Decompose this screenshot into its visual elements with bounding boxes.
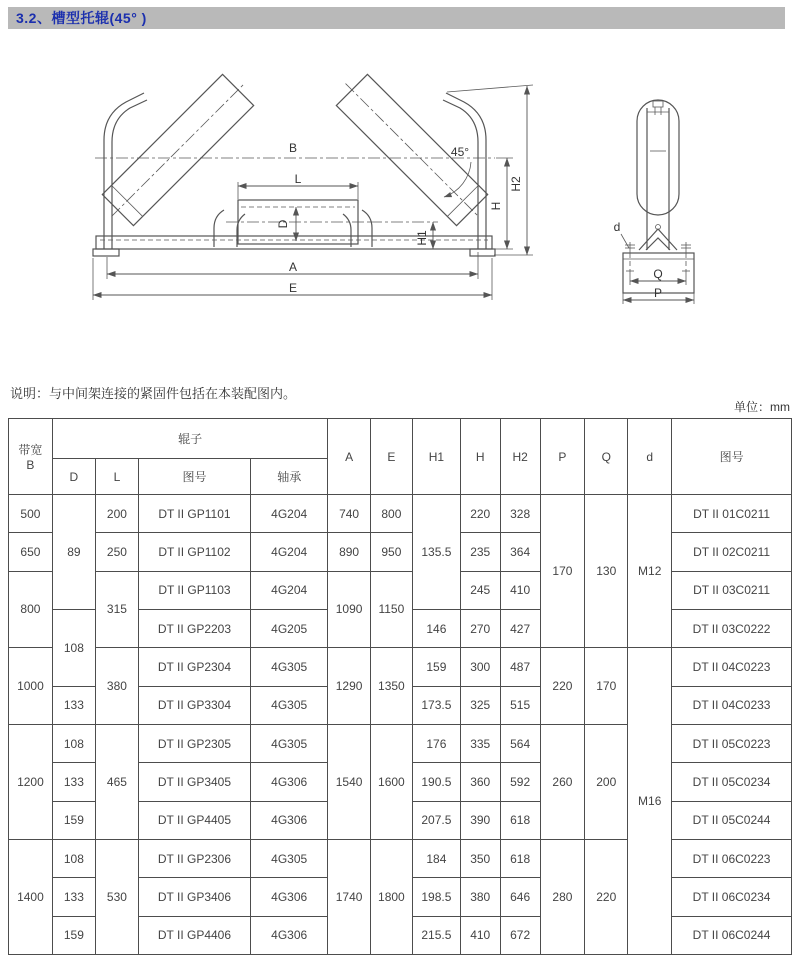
spec-table (8, 418, 792, 955)
cell-P: 220 (540, 648, 585, 725)
header-roller-group: 辊子 (52, 419, 328, 459)
cell-H: 325 (460, 686, 500, 724)
header-bandwidth-line2: B (26, 458, 35, 472)
cell-H2: 646 (500, 878, 540, 916)
cell-roller-no: DT II GP2304 (138, 648, 250, 686)
dim-label-A: A (288, 260, 298, 274)
cell-D: 108 (52, 839, 95, 877)
cell-D: 133 (52, 878, 95, 916)
cell-Q: 220 (585, 839, 628, 954)
cell-E: 1150 (370, 571, 412, 648)
cell-H2: 410 (500, 571, 540, 609)
cell-drawing-no: DT II 05C0223 (672, 724, 792, 762)
cell-bearing: 4G306 (250, 878, 328, 916)
cell-H1: 146 (413, 609, 461, 647)
header-L: L (95, 459, 138, 495)
header-H1: H1 (413, 419, 461, 495)
cell-P: 260 (540, 724, 585, 839)
cell-A: 1540 (328, 724, 370, 839)
cell-D: 133 (52, 763, 95, 801)
cell-H1: 135.5 (413, 495, 461, 610)
cell-H1: 159 (413, 648, 461, 686)
cell-P: 280 (540, 839, 585, 954)
cell-bearing: 4G204 (250, 533, 328, 571)
section-title: 3.2、槽型托辊(45° ) (16, 10, 147, 26)
cell-H: 360 (460, 763, 500, 801)
cell-A: 1740 (328, 839, 370, 954)
dim-label-E: E (288, 281, 298, 295)
cell-d: M16 (628, 648, 672, 955)
header-d: d (628, 419, 672, 495)
cell-drawing-no: DT II 02C0211 (672, 533, 792, 571)
dim-label-H1: H1 (415, 230, 429, 246)
cell-H1: 176 (413, 724, 461, 762)
cell-L: 465 (95, 724, 138, 839)
cell-bearing: 4G305 (250, 724, 328, 762)
cell-H: 335 (460, 724, 500, 762)
header-bearing: 轴承 (250, 459, 328, 495)
cell-H1: 215.5 (413, 916, 461, 954)
dim-label-L: L (294, 172, 302, 186)
cell-D: 133 (52, 686, 95, 724)
cell-drawing-no: DT II 01C0211 (672, 495, 792, 533)
cell-drawing-no: DT II 06C0223 (672, 839, 792, 877)
cell-bandwidth: 1400 (9, 839, 53, 954)
header-D: D (52, 459, 95, 495)
header-P: P (540, 419, 585, 495)
cell-drawing-no: DT II 05C0244 (672, 801, 792, 839)
cell-L: 530 (95, 839, 138, 954)
cell-H: 220 (460, 495, 500, 533)
dim-label-D: D (276, 219, 290, 229)
cell-bearing: 4G306 (250, 916, 328, 954)
cell-D: 159 (52, 916, 95, 954)
cell-L: 380 (95, 648, 138, 725)
dim-label-P: P (653, 286, 663, 300)
header-H2: H2 (500, 419, 540, 495)
cell-roller-no: DT II GP2203 (138, 609, 250, 647)
table-row (9, 648, 792, 686)
side-view (614, 100, 694, 304)
cell-H1: 198.5 (413, 878, 461, 916)
cell-H: 245 (460, 571, 500, 609)
cell-drawing-no: DT II 04C0233 (672, 686, 792, 724)
cell-H2: 672 (500, 916, 540, 954)
assembly-note: 说明：与中间架连接的紧固件包括在本装配图内。 (10, 386, 297, 401)
cell-H2: 592 (500, 763, 540, 801)
header-bandwidth-line1: 带宽 (18, 443, 43, 457)
cell-bearing: 4G204 (250, 495, 328, 533)
cell-H2: 618 (500, 839, 540, 877)
header-H: H (460, 419, 500, 495)
cell-bearing: 4G305 (250, 648, 328, 686)
cell-A: 740 (328, 495, 370, 533)
cell-H: 410 (460, 916, 500, 954)
cell-D: 89 (52, 495, 95, 610)
cell-bandwidth: 650 (9, 533, 53, 571)
dim-label-H2: H2 (509, 176, 523, 192)
cell-bearing: 4G305 (250, 686, 328, 724)
cell-H2: 487 (500, 648, 540, 686)
cell-H: 390 (460, 801, 500, 839)
cell-E: 1800 (370, 839, 412, 954)
dim-label-Q: Q (653, 267, 663, 281)
cell-roller-no: DT II GP1102 (138, 533, 250, 571)
front-view (93, 68, 533, 300)
header-roller-drawing-no: 图号 (138, 459, 250, 495)
cell-A: 1290 (328, 648, 370, 725)
cell-roller-no: DT II GP3406 (138, 878, 250, 916)
cell-H1: 190.5 (413, 763, 461, 801)
cell-H2: 427 (500, 609, 540, 647)
table-row (9, 533, 792, 571)
cell-D: 159 (52, 801, 95, 839)
unit-label: 单位：mm (734, 400, 790, 414)
cell-drawing-no: DT II 04C0223 (672, 648, 792, 686)
cell-roller-no: DT II GP2306 (138, 839, 250, 877)
header-A: A (328, 419, 370, 495)
cell-bearing: 4G306 (250, 801, 328, 839)
cell-L: 200 (95, 495, 138, 533)
cell-H2: 364 (500, 533, 540, 571)
cell-H: 300 (460, 648, 500, 686)
header-Q: Q (585, 419, 628, 495)
cell-H1: 173.5 (413, 686, 461, 724)
cell-E: 800 (370, 495, 412, 533)
cell-Q: 130 (585, 495, 628, 648)
cell-roller-no: DT II GP4406 (138, 916, 250, 954)
cell-A: 1090 (328, 571, 370, 648)
cell-L: 315 (95, 571, 138, 648)
cell-H1: 184 (413, 839, 461, 877)
cell-bandwidth: 1200 (9, 724, 53, 839)
cell-D: 108 (52, 724, 95, 762)
dim-label-angle: 45° (450, 145, 470, 159)
header-bandwidth (9, 419, 53, 495)
cell-H2: 618 (500, 801, 540, 839)
dim-label-H: H (489, 201, 503, 211)
section-title-bar (8, 7, 785, 29)
cell-L: 250 (95, 533, 138, 571)
cell-bearing: 4G205 (250, 609, 328, 647)
cell-H2: 564 (500, 724, 540, 762)
cell-drawing-no: DT II 06C0244 (672, 916, 792, 954)
cell-E: 1600 (370, 724, 412, 839)
table-row (9, 495, 792, 533)
cell-Q: 200 (585, 724, 628, 839)
cell-H2: 328 (500, 495, 540, 533)
cell-bandwidth: 500 (9, 495, 53, 533)
cell-bandwidth: 800 (9, 571, 53, 648)
header-drawing-no: 图号 (672, 419, 792, 495)
header-E: E (370, 419, 412, 495)
cell-roller-no: DT II GP2305 (138, 724, 250, 762)
cell-Q: 170 (585, 648, 628, 725)
cell-drawing-no: DT II 03C0222 (672, 609, 792, 647)
cell-H: 380 (460, 878, 500, 916)
cell-roller-no: DT II GP3405 (138, 763, 250, 801)
cell-drawing-no: DT II 05C0234 (672, 763, 792, 801)
cell-E: 950 (370, 533, 412, 571)
cell-H1: 207.5 (413, 801, 461, 839)
table-row (9, 571, 792, 609)
cell-bearing: 4G306 (250, 763, 328, 801)
cell-bearing: 4G305 (250, 839, 328, 877)
cell-drawing-no: DT II 03C0211 (672, 571, 792, 609)
cell-H: 350 (460, 839, 500, 877)
cell-A: 890 (328, 533, 370, 571)
cell-H2: 515 (500, 686, 540, 724)
cell-bearing: 4G204 (250, 571, 328, 609)
table-row (9, 724, 792, 762)
cell-roller-no: DT II GP1103 (138, 571, 250, 609)
cell-bandwidth: 1000 (9, 648, 53, 725)
cell-H: 235 (460, 533, 500, 571)
cell-roller-no: DT II GP4405 (138, 801, 250, 839)
cell-D: 108 (52, 609, 95, 686)
technical-drawing (0, 60, 800, 320)
dim-label-B: B (288, 141, 298, 155)
dim-label-d: d (613, 220, 621, 234)
cell-H: 270 (460, 609, 500, 647)
cell-roller-no: DT II GP3304 (138, 686, 250, 724)
cell-roller-no: DT II GP1101 (138, 495, 250, 533)
cell-d: M12 (628, 495, 672, 648)
cell-E: 1350 (370, 648, 412, 725)
cell-drawing-no: DT II 06C0234 (672, 878, 792, 916)
cell-P: 170 (540, 495, 585, 648)
table-row (9, 839, 792, 877)
